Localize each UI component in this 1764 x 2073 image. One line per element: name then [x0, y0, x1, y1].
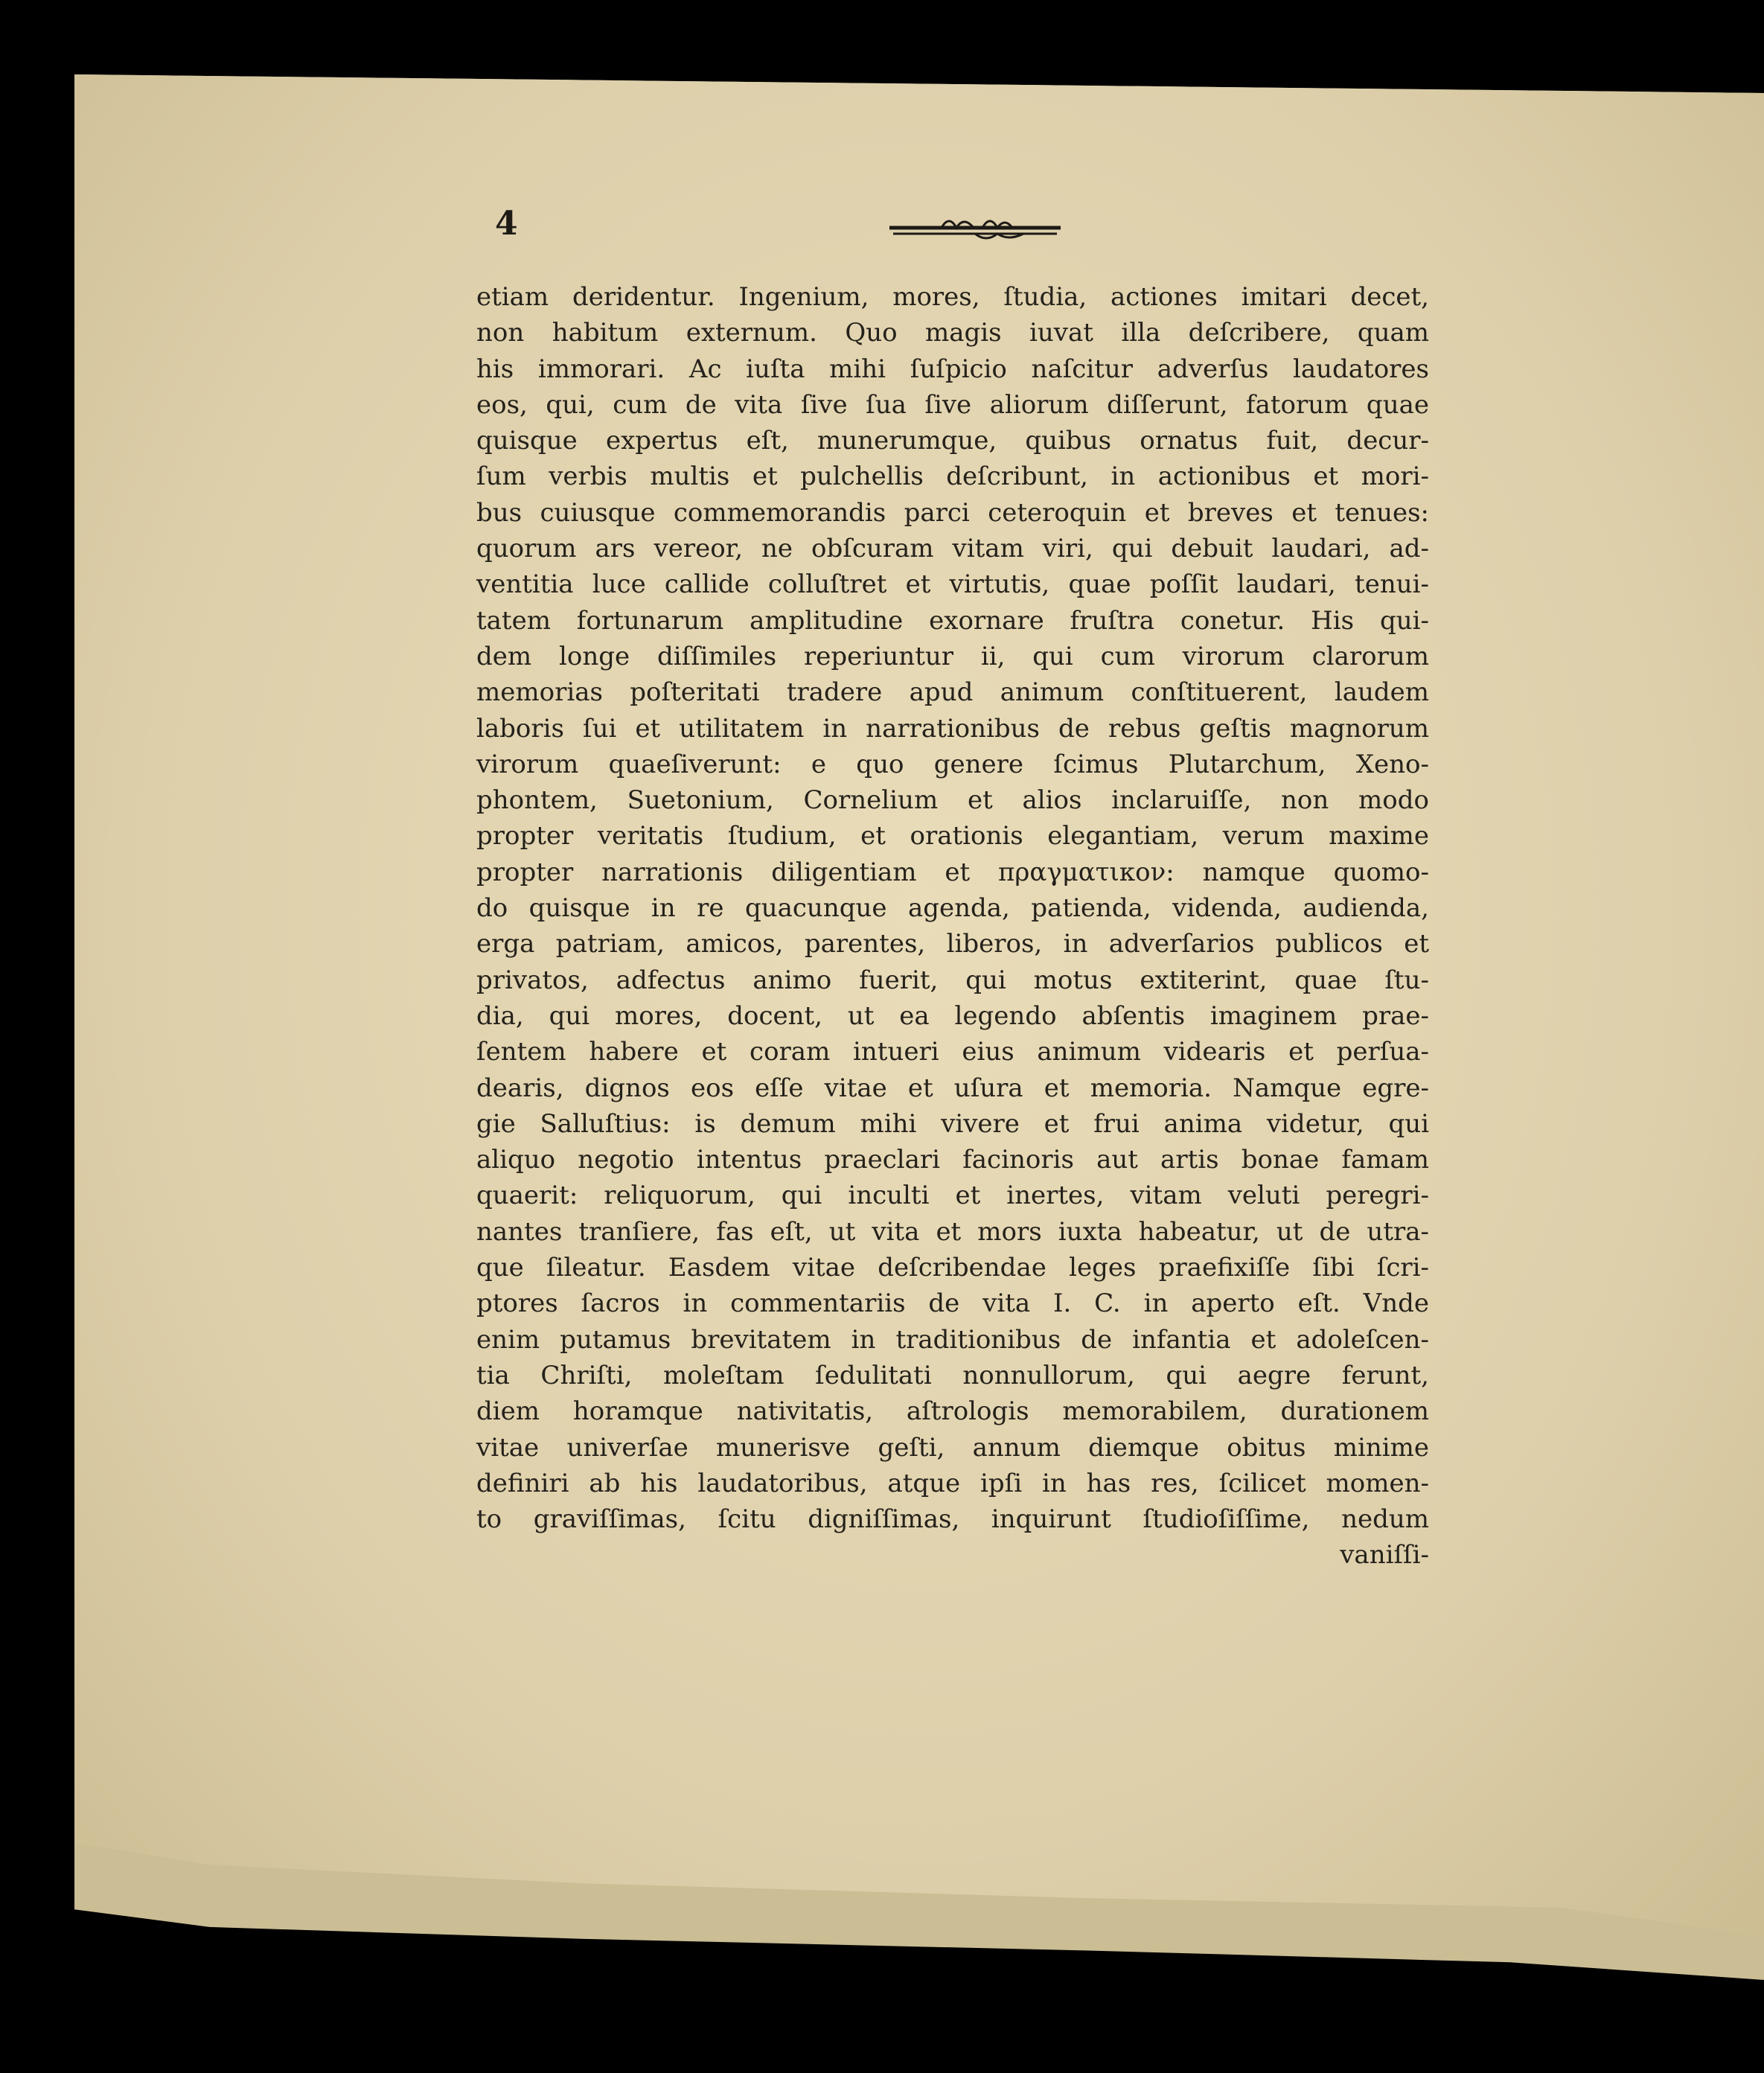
text-line: ſentem habere et coram intueri eius animum videaris et perſua-: [476, 1037, 1429, 1067]
text-line: to graviſſimas, ſcitu digniſſimas, inquirunt ſtudioſiſſime, nedum: [476, 1504, 1429, 1535]
text-line: memorias poſteritati tradere apud animum conſtituerent, laudem: [476, 677, 1429, 708]
text-line: dearis, dignos eos eſſe vitae et uſura et memoria. Namque egre-: [476, 1073, 1429, 1103]
text-line: propter veritatis ſtudium, et orationis elegantiam, verum maxime: [476, 821, 1429, 852]
text-line: ptores ſacros in commentariis de vita I. C. in aperto eſt. Vnde: [476, 1288, 1429, 1319]
ornament-icon: [886, 207, 1064, 248]
text-line: eos, qui, cum de vita ſive ſua ſive aliorum diſſerunt, fatorum quae: [476, 389, 1429, 420]
text-line: dem longe diſſimiles reperiuntur ii, qui cum virorum clarorum: [476, 641, 1429, 671]
catchword: vaniſſi-: [1340, 1540, 1429, 1571]
text-line: virorum quaeſiverunt: e quo genere ſcimus Plutarchum, Xeno-: [476, 749, 1429, 779]
text-line: bus cuiusque commemorandis parci ceteroquin et breves et tenues:: [476, 497, 1429, 528]
text-line: nantes tranſiere, fas eſt, ut vita et mors iuxta habeatur, ut de utra-: [476, 1216, 1429, 1247]
text-line: etiam deridentur. Ingenium, mores, ſtudia, actiones imitari decet,: [476, 282, 1429, 312]
text-line: aliquo negotio intentus praeclari facinoris aut artis bonae famam: [476, 1145, 1429, 1175]
text-line: privatos, adfectus animo fuerit, qui motus extiterint, quae ſtu-: [476, 965, 1429, 995]
text-line: phontem, Suetonium, Cornelium et alios inclaruiſſe, non modo: [476, 785, 1429, 816]
text-line: laboris ſui et utilitatem in narrationibus de rebus geſtis magnorum: [476, 713, 1429, 744]
text-line: vitae univerſae munerisve geſti, annum diemque obitus minime: [476, 1432, 1429, 1463]
text-line: propter narrationis diligentiam et πραγματικον: namque quomo-: [476, 857, 1429, 887]
text-line: his immorari. Ac iuſta mihi ſuſpicio naſcitur adverſus laudatores: [476, 354, 1429, 384]
page-number: 4: [495, 205, 518, 243]
body-text: [476, 279, 1429, 1574]
text-line: tatem fortunarum amplitudine exornare fruſtra conetur. His qui-: [476, 605, 1429, 636]
text-line: dia, qui mores, docent, ut ea legendo abſentis imaginem prae-: [476, 1000, 1429, 1031]
text-line: do quisque in re quacunque agenda, patienda, videnda, audienda,: [476, 893, 1429, 924]
text-line: que ſileatur. Easdem vitae deſcribendae leges praefixiſſe ſibi ſcri-: [476, 1253, 1429, 1283]
text-line: quorum ars vereor, ne obſcuram vitam viri, qui debuit laudari, ad-: [476, 534, 1429, 564]
text-line: quisque expertus eſt, munerumque, quibus ornatus fuit, decur-: [476, 426, 1429, 456]
text-line: erga patriam, amicos, parentes, liberos, in adverſarios publicos et: [476, 929, 1429, 959]
text-line: definiri ab his laudatoribus, atque ipſi in has res, ſcilicet momen-: [476, 1468, 1429, 1498]
text-line: diem horamque nativitatis, aſtrologis memorabilem, durationem: [476, 1396, 1429, 1427]
text-line: quaerit: reliquorum, qui inculti et inertes, vitam veluti peregri-: [476, 1181, 1429, 1211]
text-line: tia Chriſti, moleſtam ſedulitati nonnullorum, qui aegre ferunt,: [476, 1360, 1429, 1390]
text-line: enim putamus brevitatem in traditionibus de infantia et adoleſcen-: [476, 1324, 1429, 1355]
text-line: ſum verbis multis et pulchellis deſcribunt, in actionibus et mori-: [476, 461, 1429, 492]
text-line: non habitum externum. Quo magis iuvat illa deſcribere, quam: [476, 318, 1429, 348]
text-line: ventitia luce callide colluſtret et virtutis, quae poſſit laudari, tenui-: [476, 569, 1429, 600]
text-line: gie Salluſtius: is demum mihi vivere et frui anima videtur, qui: [476, 1108, 1429, 1139]
